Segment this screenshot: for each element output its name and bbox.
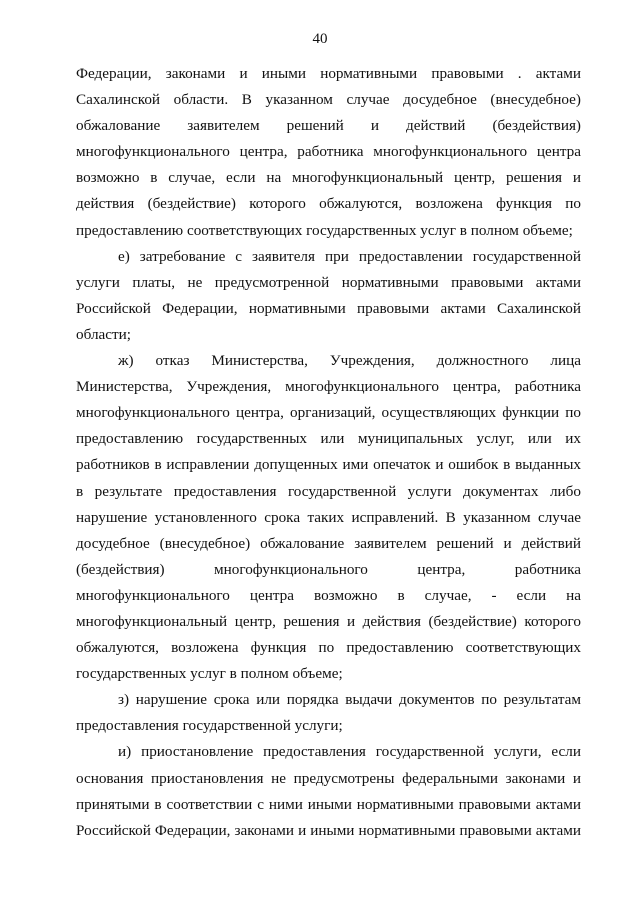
text-line: досудебное (внесудебное) обжалование заявителем решений и действий (76, 534, 581, 552)
paragraph-p3 (76, 348, 581, 687)
text-line: работников в исправлении допущенных ими опечаток и ошибок в выданных (76, 456, 581, 474)
text-line: (бездействия) многофункционального центра, работника (76, 560, 581, 578)
text-line: многофункциональный центр, решения и действия (бездействие) которого (76, 612, 581, 630)
text-line: возможно в случае, если на многофункциональный центр, решения и (76, 169, 581, 187)
text-line: Сахалинской области. В указанном случае досудебное (внесудебное) (76, 91, 581, 109)
text-line: в результате предоставления государственной услуги документах либо (76, 482, 581, 500)
text-line: услуги платы, не предусмотренной нормативными правовыми актами (76, 273, 581, 291)
text-line: многофункционального центра, организаций, осуществляющих функции по (76, 404, 581, 422)
text-line: принятыми в соответствии с ними иными нормативными правовыми актами (76, 795, 581, 813)
page-number: 40 (312, 31, 328, 47)
text-line: предоставлению соответствующих государственных услуг в полном объеме; (76, 221, 573, 239)
text-line: з) нарушение срока или порядка выдачи документов по результатам (118, 691, 581, 709)
document-body (76, 61, 581, 844)
text-line: обжалование заявителем решений и действий (бездействия) (76, 117, 581, 135)
text-line: многофункционального центра, работника многофункционального центра (76, 143, 581, 161)
text-line: основания приостановления не предусмотрены федеральными законами и (76, 769, 581, 787)
text-line: е) затребование с заявителя при предоставлении государственной (118, 247, 581, 265)
text-line: предоставлению государственных или муниципальных услуг, или их (76, 430, 581, 448)
text-line: Российской Федерации, законами и иными нормативными правовыми актами (76, 821, 581, 839)
text-line: ж) отказ Министерства, Учреждения, должностного лица (118, 352, 581, 370)
text-line: действия (бездействие) которого обжалуются, возложена функция по (76, 195, 581, 213)
text-line: многофункционального центра возможно в случае, - если на (76, 586, 581, 604)
paragraph-p1 (76, 61, 581, 244)
text-line: Министерства, Учреждения, многофункционального центра, работника (76, 378, 581, 396)
paragraph-p2 (76, 244, 581, 348)
text-line: обжалуются, возложена функция по предоставлению соответствующих (76, 639, 581, 657)
text-line: государственных услуг в полном объеме; (76, 665, 343, 683)
text-line: и) приостановление предоставления государственной услуги, если (118, 743, 581, 761)
text-line: предоставления государственной услуги; (76, 717, 343, 735)
text-line: Федерации, законами и иными нормативными правовыми . актами (76, 65, 581, 82)
text-line: нарушение установленного срока таких исправлений. В указанном случае (76, 508, 581, 526)
paragraph-p4 (76, 687, 581, 739)
text-line: Российской Федерации, нормативными правовыми актами Сахалинской (76, 299, 581, 317)
text-line: области; (76, 325, 131, 343)
paragraph-p5 (76, 739, 581, 843)
